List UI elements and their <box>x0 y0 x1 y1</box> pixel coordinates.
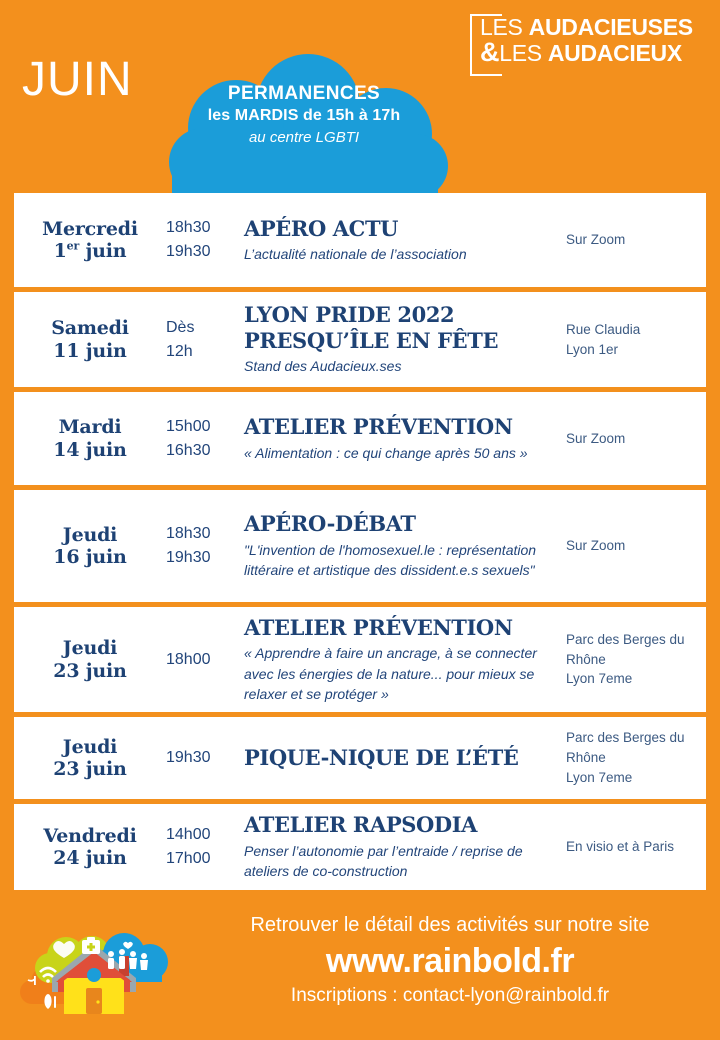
event-day-number: 11 juin <box>53 339 127 362</box>
event-time <box>166 415 244 463</box>
events-table <box>14 193 706 890</box>
table-row <box>14 490 706 602</box>
event-date <box>14 736 166 781</box>
event-day-number: 16 juin <box>53 546 127 568</box>
event-time <box>166 522 244 570</box>
event-subtitle: "L'invention de l'homosexuel.le : représentation littéraire et artistique des dissident.e.s sexuels" <box>244 542 537 579</box>
event-location-line: Sur Zoom <box>566 538 626 554</box>
event-day-number: 24 juin <box>53 847 127 869</box>
event-time-start: 18h00 <box>166 650 211 668</box>
table-row <box>14 193 706 287</box>
event-location-line: Rue Claudia <box>566 321 641 337</box>
event-date <box>14 637 166 682</box>
cloud-note: au centre LGBTI <box>248 128 360 146</box>
event-details <box>244 812 566 881</box>
event-day-number: 23 juin <box>53 659 127 682</box>
event-time <box>166 216 244 264</box>
cloud-text <box>158 82 450 149</box>
event-time-end: 16h30 <box>166 441 211 459</box>
event-title: PIQUE-NIQUE DE L’ÉTÉ <box>244 745 519 771</box>
event-details <box>244 745 566 771</box>
event-time <box>166 823 244 871</box>
logo-line2-bold: AUDACIEUX <box>547 40 682 67</box>
event-title: LYON PRIDE 2022 <box>244 302 455 328</box>
event-location-line: Sur Zoom <box>566 232 626 248</box>
event-weekday: Mercredi <box>42 217 138 240</box>
event-date <box>14 317 166 362</box>
event-time <box>166 316 244 364</box>
table-row <box>14 804 706 890</box>
table-row <box>14 717 706 799</box>
event-weekday: Mardi <box>58 416 122 439</box>
event-location <box>566 728 706 788</box>
footer-text <box>180 912 720 1010</box>
logo-text <box>480 16 714 67</box>
event-time <box>166 746 244 770</box>
event-location-line: Lyon 7eme <box>566 769 633 785</box>
event-time-start: 18h30 <box>166 525 211 542</box>
footer-website[interactable]: www.rainbold.fr <box>325 942 575 980</box>
rainbold-house-icon <box>14 918 174 1018</box>
logo-line2-thin: LES <box>499 40 542 67</box>
event-weekday: Jeudi <box>62 523 118 546</box>
event-time-end: 19h30 <box>166 549 211 566</box>
logo-ampersand: & <box>480 37 500 68</box>
event-location <box>566 630 706 690</box>
event-location <box>566 536 706 556</box>
event-subtitle: L’actualité nationale de l’association <box>244 246 467 263</box>
event-time-start: 19h30 <box>166 749 211 766</box>
event-location-line: Sur Zoom <box>566 430 626 446</box>
event-weekday: Samedi <box>51 317 129 340</box>
table-row <box>14 392 706 485</box>
event-details <box>244 216 566 265</box>
cloud-subtitle: les MARDIS de 15h à 17h <box>207 106 401 124</box>
event-location <box>566 320 706 360</box>
event-weekday: Jeudi <box>62 637 118 660</box>
logo-line1-bold: AUDACIEUSES <box>528 14 693 40</box>
event-subtitle: Penser l’autonomie par l’entraide / reprise de ateliers de co-construction <box>244 843 523 880</box>
event-time-start: 15h00 <box>166 417 211 435</box>
event-time-end: 19h30 <box>166 243 211 260</box>
event-title-line2: PRESQU’ÎLE EN FÊTE <box>244 327 499 353</box>
event-day-number: 23 juin <box>53 758 127 780</box>
page-title: JUIN <box>22 53 133 106</box>
event-title: APÉRO ACTU <box>244 215 399 241</box>
event-location-line: Lyon 7eme <box>566 671 633 687</box>
association-logo <box>462 14 714 78</box>
footer-line-1: Retrouver le détail des activités sur notre site <box>250 914 650 936</box>
event-location <box>566 837 706 857</box>
event-time-end: 17h00 <box>166 850 211 867</box>
event-title: ATELIER RAPSODIA <box>244 812 478 838</box>
event-time-start: 18h30 <box>166 219 211 236</box>
event-subtitle: « Apprendre à faire un ancrage, à se connecter avec les énergies de la nature... pour mieux se relaxer et se protéger » <box>244 645 537 702</box>
table-row <box>14 607 706 712</box>
event-location-line: En visio et à Paris <box>566 839 675 855</box>
event-details <box>244 414 566 463</box>
event-time-start: Dès <box>166 318 195 336</box>
event-subtitle: « Alimentation : ce qui change après 50 ans » <box>244 444 528 461</box>
logo-line-1 <box>480 16 714 39</box>
event-location-line: Parc des Berges du Rhône <box>566 631 685 667</box>
event-title: ATELIER PRÉVENTION <box>244 414 513 440</box>
logo-line-2 <box>480 39 714 67</box>
event-details <box>244 615 566 705</box>
event-time <box>166 648 244 672</box>
event-weekday: Vendredi <box>43 824 137 847</box>
event-date <box>14 825 166 870</box>
table-row <box>14 292 706 387</box>
event-date <box>14 218 166 263</box>
event-day-number: 14 juin <box>53 438 127 461</box>
event-title: APÉRO-DÉBAT <box>244 511 416 537</box>
event-subtitle: Stand des Audacieux.ses <box>244 358 402 375</box>
event-details <box>244 302 566 377</box>
cloud-title: PERMANENCES <box>227 83 381 104</box>
event-date <box>14 524 166 569</box>
event-location <box>566 429 706 449</box>
event-title: ATELIER PRÉVENTION <box>244 614 513 640</box>
header <box>0 0 720 190</box>
event-weekday: Jeudi <box>62 735 118 758</box>
event-date <box>14 416 166 461</box>
event-location-line: Parc des Berges du Rhône <box>566 730 685 766</box>
event-time-end: 12h <box>166 342 193 360</box>
event-location-line: Lyon 1er <box>566 341 619 357</box>
logo-line1-thin: LES <box>480 14 523 40</box>
event-details <box>244 511 566 580</box>
footer-contact[interactable]: Inscriptions : contact-lyon@rainbold.fr <box>290 985 610 1007</box>
permanences-cloud <box>158 54 450 194</box>
event-day-number: 1er juin <box>53 239 127 262</box>
event-time-start: 14h00 <box>166 826 211 843</box>
event-location <box>566 230 706 250</box>
footer <box>0 890 720 1040</box>
